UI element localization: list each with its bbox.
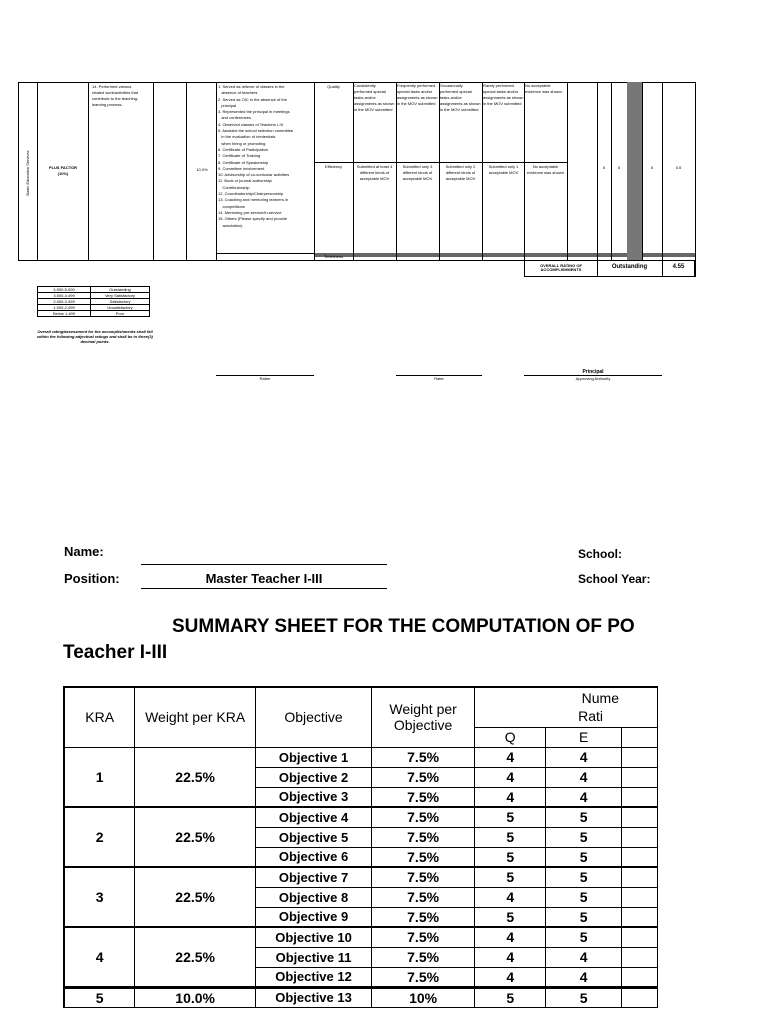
objective-name: Objective 6: [255, 847, 371, 867]
mov-item: 14. Mentoring pre-service/in-service: [218, 209, 282, 215]
scale-range: 3.500-4.499: [38, 293, 91, 299]
score-ave: 5: [650, 165, 654, 170]
efficiency-level-4: Submitted only 3 different kinds of acceptable MOV: [402, 164, 433, 181]
scale-adjective: Unsatisfactory: [91, 305, 150, 311]
rating-q: 4: [475, 787, 546, 807]
rating-q: 4: [475, 767, 546, 787]
mov-item: 9. Committee involvement: [218, 165, 265, 171]
mov-item: absence of teachers: [218, 90, 258, 96]
rating-q: 5: [475, 907, 546, 927]
rating-q: 4: [475, 927, 546, 947]
mov-item: 4. Observed classes of Teachers I-III: [218, 121, 283, 127]
kra-number: 5: [64, 987, 135, 1007]
scale-adjective: Outstanding: [91, 287, 150, 293]
objective-name: Objective 1: [255, 747, 371, 767]
rating-e: 4: [546, 747, 622, 767]
mov-item: competitions: [218, 203, 245, 209]
summary-subtitle: Teacher I-III: [63, 642, 168, 663]
rating-e: 5: [546, 927, 622, 947]
mov-item: 1. Served as reliever of classes in the: [218, 84, 285, 89]
rating-t: [621, 787, 657, 807]
mov-item: 12. Coordinatorship/Chairpersonship: [218, 191, 284, 197]
rating-t: [621, 867, 657, 887]
signature-approving: Approving Authority: [575, 376, 611, 381]
mov-item: 6. Certificate of Participation: [218, 146, 269, 152]
objective-name: Objective 4: [255, 807, 371, 827]
mov-item: and conferences: [218, 115, 251, 121]
mov-item: 8. Certificate of Speakership: [218, 159, 269, 165]
rating-t: [621, 827, 657, 847]
rating-q: 4: [475, 747, 546, 767]
position-value: Master Teacher I-III: [205, 571, 323, 586]
rating-e: 5: [546, 807, 622, 827]
quality-level-4: Frequently performed special tasks and/or assignments as shown in the MOV submitted: [397, 83, 438, 106]
header-numeric-rating: Nume Rati: [475, 687, 658, 727]
mov-list: [218, 84, 313, 229]
objective-name: Objective 10: [255, 927, 371, 947]
quality-level-1: No acceptable evidence was shown: [525, 83, 562, 94]
rating-q: 4: [475, 947, 546, 967]
objective-weight: 7.5%: [372, 907, 475, 927]
efficiency-level-5: Submitted at least 4 different kinds of acceptable MOV: [356, 164, 393, 181]
signature-rater: Rater: [434, 376, 444, 381]
mov-item: Contributorship: [218, 184, 250, 190]
table-row: [64, 987, 658, 1007]
objective-name: Objective 5: [255, 827, 371, 847]
scale-range: Below 1.499: [38, 311, 91, 317]
rating-e: 5: [546, 827, 622, 847]
mov-item: when hiring or promoting: [218, 140, 266, 146]
scale-adjective: Poor: [91, 311, 150, 317]
rating-e: 4: [546, 787, 622, 807]
mov-item: 7. Certificate of Training: [218, 153, 261, 159]
table-row: [64, 807, 658, 827]
rating-t: [621, 767, 657, 787]
rating-e: 5: [546, 907, 622, 927]
objective-name: Objective 7: [255, 867, 371, 887]
mov-item: annotation): [218, 222, 243, 228]
scale-range: 1.500-2.499: [38, 305, 91, 311]
score-q: 5: [602, 165, 606, 170]
rating-e: 5: [546, 987, 622, 1007]
school-label: School:: [578, 547, 622, 561]
objective-weight: 7.5%: [372, 887, 475, 907]
rating-e: 4: [546, 967, 622, 987]
rating-t: [621, 887, 657, 907]
header-objective: Objective: [255, 687, 371, 747]
rating-q: 5: [475, 807, 546, 827]
score-e: 5: [617, 165, 621, 170]
objective-weight: 7.5%: [372, 827, 475, 847]
table-row: [64, 747, 658, 767]
rating-q: 4: [475, 967, 546, 987]
kra-number: 1: [64, 747, 135, 807]
quality-level-3: Occasionally performed special tasks and/or assignments as shown in the MOV submitted: [440, 83, 481, 112]
plus-factor-pct: (10%): [57, 171, 69, 176]
plus-factor-title: PLUS FACTOR: [48, 165, 78, 170]
summary-table-clip: [63, 686, 658, 1024]
header-weight-kra: Weight per KRA: [135, 687, 256, 747]
rating-t: [621, 967, 657, 987]
kra-number: 4: [64, 927, 135, 987]
rating-e: 5: [546, 867, 622, 887]
rating-t: [621, 807, 657, 827]
kra-weight: 22.5%: [135, 747, 256, 807]
signature-ratee: Ratee: [259, 376, 271, 381]
objective-name: Objective 3: [255, 787, 371, 807]
kra-number: 2: [64, 807, 135, 867]
overall-label: OVERALL RATING OF ACCOMPLISHMENTS: [540, 263, 582, 272]
rating-e: 5: [546, 847, 622, 867]
rating-t: [621, 747, 657, 767]
rating-q: 5: [475, 827, 546, 847]
overall-score: 4.55: [672, 264, 685, 270]
rating-q: 5: [475, 847, 546, 867]
rating-e: 4: [546, 767, 622, 787]
overall-adjective: Outstanding: [611, 264, 648, 270]
kra-weight: 22.5%: [135, 927, 256, 987]
objective-weight: 7.5%: [372, 947, 475, 967]
school-year-label: School Year:: [578, 572, 651, 586]
rating-q: 5: [475, 867, 546, 887]
header-weight-objective: Weight per Objective: [372, 687, 475, 747]
name-label: Name:: [64, 544, 104, 559]
kra-weight: 22.5%: [135, 867, 256, 927]
objective-name: Objective 12: [255, 967, 371, 987]
timeliness-label: Timeliness: [324, 254, 343, 259]
objective-weight: 7.5%: [372, 767, 475, 787]
objective-weight: 7.5%: [372, 787, 475, 807]
shaded-column: [627, 82, 642, 260]
kra-weight: 22.5%: [135, 807, 256, 867]
rating-q: 4: [475, 887, 546, 907]
objective-weight: 7.5%: [372, 927, 475, 947]
rating-e: 4: [546, 947, 622, 967]
position-label: Position:: [64, 571, 120, 586]
rating-t: [621, 907, 657, 927]
efficiency-level-3: Submitted only 2 different kinds of acceptable MOV: [445, 164, 476, 181]
scale-range: 4.500-5.000: [38, 287, 91, 293]
mov-item: 15. Others (Please specify and provide: [218, 216, 287, 222]
rating-q: 5: [475, 987, 546, 1007]
kra-number: 3: [64, 867, 135, 927]
header-kra: KRA: [64, 687, 135, 747]
objective-weight: 10%: [372, 987, 475, 1007]
efficiency-level-2: Submitted only 1 acceptable MOV: [488, 164, 519, 175]
rating-t: [621, 927, 657, 947]
rating-e: 5: [546, 887, 622, 907]
efficiency-level-1: No acceptable evidence was shown: [527, 164, 564, 175]
table-row: [64, 867, 658, 887]
objective-weight: 7.5%: [372, 847, 475, 867]
mov-item: 2. Served as OIC in the absence of the: [218, 96, 287, 102]
objective-name: Objective 13: [255, 987, 371, 1007]
objective-weight: 7.5%: [372, 747, 475, 767]
kra-weight: 10.0%: [135, 987, 256, 1007]
mov-item: 10. Advisorship of co-curricular activities: [218, 172, 290, 178]
scale-adjective: Very Satisfactory: [91, 293, 150, 299]
mov-item: 13. Coaching and mentoring learners in: [218, 197, 289, 203]
efficiency-label: Efficiency: [324, 164, 343, 169]
mov-item: in the evaluation of credentials: [218, 134, 276, 140]
scale-note: Overall rating/assessment for the accomplishments shall fall within the following adjectival ratings and shall be in three(3) decimal points.: [37, 329, 153, 344]
quality-level-5: Consistently performed special tasks and/or assignments as shown in the MOV submitted: [354, 83, 395, 112]
summary-title: SUMMARY SHEET FOR THE COMPUTATION OF PO: [172, 616, 635, 637]
mov-item: 3. Represented the principal in meetings: [218, 109, 290, 115]
adjectival-scale-table: [37, 286, 150, 317]
objective-name: Objective 9: [255, 907, 371, 927]
signature-principal: Principal: [582, 369, 604, 375]
header-q: Q: [475, 727, 546, 747]
objective-weight: 7.5%: [372, 807, 475, 827]
quality-level-2: Rarely performed special tasks and/or assignments as shown in the MOV submitted: [483, 83, 524, 106]
rating-t: [621, 947, 657, 967]
summary-table: [63, 686, 658, 1008]
mov-item: principal: [218, 102, 237, 108]
rating-t: [621, 847, 657, 867]
score-weighted: 0.5: [675, 165, 682, 170]
header-e: E: [546, 727, 622, 747]
scale-range: 2.500-3.499: [38, 299, 91, 305]
objective-text: 14. Performed various related work/activities that contribute to the teaching-learning process.: [92, 84, 139, 107]
scale-row: [38, 311, 150, 317]
quality-label: Quality: [327, 84, 340, 89]
scale-adjective: Satisfactory: [91, 299, 150, 305]
header-t: [621, 727, 657, 747]
objective-name: Objective 11: [255, 947, 371, 967]
table-row: [64, 927, 658, 947]
objective-name: Objective 2: [255, 767, 371, 787]
mov-item: 5. Assisted the school selection committee: [218, 128, 294, 134]
objective-weight: 7.5%: [372, 967, 475, 987]
objective-weight: 7.5%: [372, 867, 475, 887]
mov-item: 11. Book or journal authorship/: [218, 178, 273, 184]
side-label: Basic Education Services: [25, 150, 30, 196]
rating-t: [621, 987, 657, 1007]
objective-name: Objective 8: [255, 887, 371, 907]
weight-value: 10.0%: [196, 167, 208, 172]
